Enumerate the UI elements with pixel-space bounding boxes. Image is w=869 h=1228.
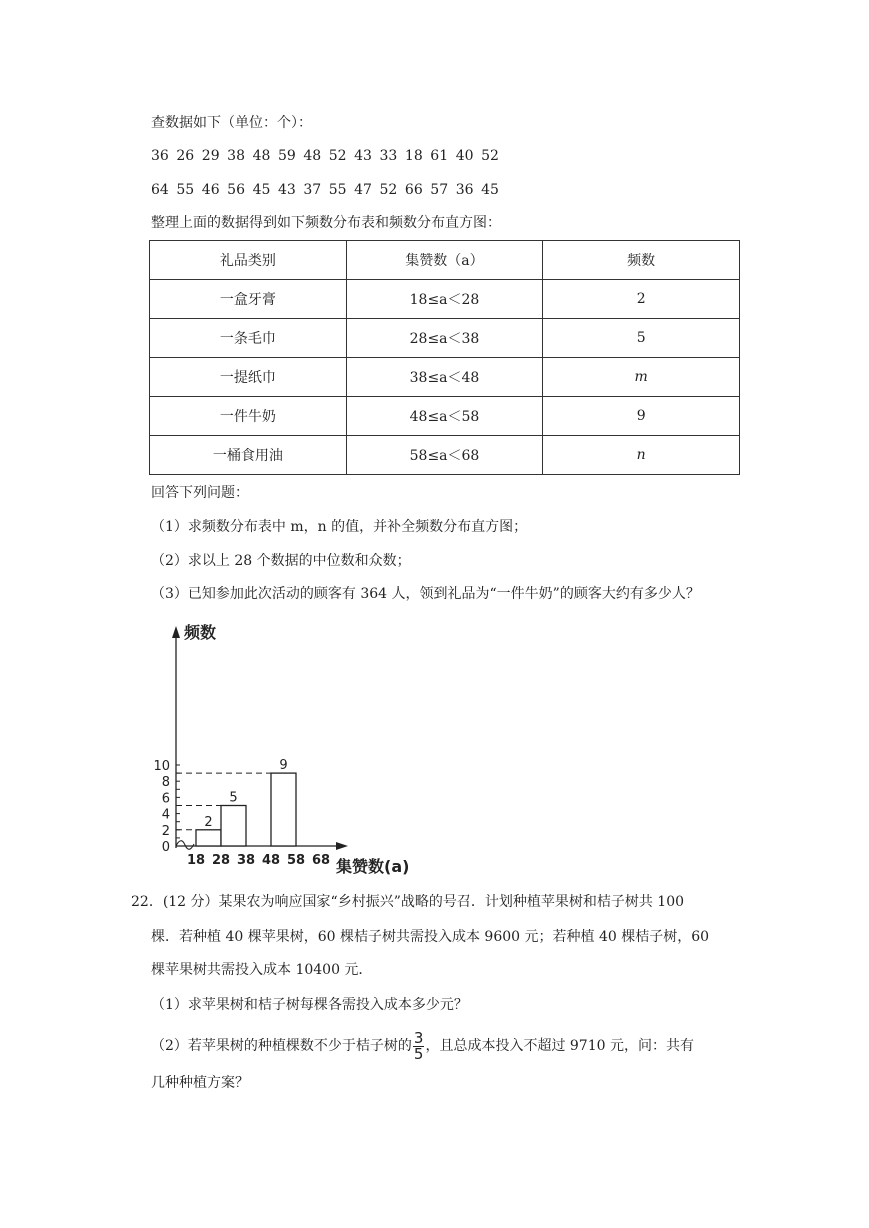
data-value: 52 xyxy=(379,182,398,198)
data-value: 40 xyxy=(455,148,474,164)
header-range: 集赞数（a） xyxy=(346,241,543,280)
problem-22-question-2 xyxy=(151,1028,694,1064)
data-intro: 查数据如下（单位：个）： xyxy=(151,115,312,131)
cell-range: 48≤a＜58 xyxy=(346,397,543,436)
y-tick-label: 10 xyxy=(153,759,170,774)
header-freq: 频数 xyxy=(543,241,740,280)
problem-22-question-1: （1）求苹果树和桔子树每棵各需投入成本多少元？ xyxy=(151,997,468,1013)
data-value: 36 xyxy=(455,182,474,198)
table-row xyxy=(150,358,740,397)
problem-22-question-2-line-2: 几种种植方案？ xyxy=(151,1075,249,1091)
cell-category: 一提纸巾 xyxy=(150,358,347,397)
data-value: 45 xyxy=(481,182,499,198)
q2-text-after: ，且总成本投入不超过 9710 元，问：共有 xyxy=(425,1038,694,1054)
x-axis-arrow xyxy=(336,842,348,850)
histogram-bar xyxy=(196,830,221,846)
bar-value-label: 2 xyxy=(204,814,213,830)
data-value: 56 xyxy=(227,182,245,198)
data-value: 29 xyxy=(201,148,220,164)
fraction-numerator: 3 xyxy=(413,1028,424,1047)
cell-freq: 9 xyxy=(543,397,740,436)
data-value: 18 xyxy=(404,148,423,164)
x-tick-label: 48 xyxy=(261,853,281,868)
cell-freq: 5 xyxy=(543,319,740,358)
cell-freq: m xyxy=(543,358,740,397)
frequency-histogram xyxy=(140,618,430,880)
cell-category: 一桶食用油 xyxy=(150,436,347,475)
data-value: 33 xyxy=(379,148,398,164)
cell-category: 一盒牙膏 xyxy=(150,280,347,319)
data-row-1 xyxy=(151,147,506,165)
q2-text-before: （2）若苹果树的种植棵数不少于桔子树的 xyxy=(151,1038,412,1054)
y-tick-label: 6 xyxy=(161,791,170,807)
histogram-bar xyxy=(271,773,296,846)
x-axis-label: 集赞数(a) xyxy=(336,857,410,876)
cell-freq: 2 xyxy=(543,280,740,319)
data-value: 48 xyxy=(252,148,271,164)
cell-category: 一件牛奶 xyxy=(150,397,347,436)
data-value: 48 xyxy=(303,148,322,164)
data-value: 61 xyxy=(430,148,449,164)
table-row xyxy=(150,319,740,358)
histogram-bar xyxy=(221,806,246,847)
y-axis-arrow xyxy=(172,626,180,638)
cell-range: 28≤a＜38 xyxy=(346,319,543,358)
y-tick-label: 8 xyxy=(161,775,170,791)
header-category: 礼品类别 xyxy=(150,241,347,280)
data-value: 66 xyxy=(404,182,423,198)
data-value: 26 xyxy=(176,148,195,164)
question-2: （2）求以上 28 个数据的中位数和众数； xyxy=(151,553,411,569)
data-value: 52 xyxy=(328,148,347,164)
bar-value-label: 9 xyxy=(279,758,288,774)
cell-range: 58≤a＜68 xyxy=(346,436,543,475)
data-value: 55 xyxy=(328,182,347,198)
data-value: 43 xyxy=(277,182,296,198)
data-row-2 xyxy=(151,181,506,199)
table-header-row xyxy=(150,241,740,280)
data-value: 38 xyxy=(227,148,245,164)
problem-22-line-3: 棵苹果树共需投入成本 10400 元． xyxy=(151,962,373,978)
table-row xyxy=(150,280,740,319)
table-row xyxy=(150,436,740,475)
data-value: 36 xyxy=(151,148,169,164)
data-value: 52 xyxy=(481,148,499,164)
x-tick-label: 28 xyxy=(211,853,231,868)
question-3: （3）已知参加此次活动的顾客有 364 人，领到礼品为“一件牛奶”的顾客大约有多少人？ xyxy=(151,586,700,602)
data-value: 55 xyxy=(176,182,195,198)
questions-intro: 回答下列问题： xyxy=(151,485,249,501)
axis-break xyxy=(176,841,194,850)
problem-22-line-1: 22．(12 分）某果农为响应国家“乡村振兴”战略的号召．计划种植苹果树和桔子树共 100 xyxy=(131,894,685,910)
problem-22-line-2: 棵．若种植 40 棵苹果树，60 棵桔子树共需投入成本 9600 元；若种植 40 棵桔子树，60 xyxy=(151,929,710,945)
cell-range: 18≤a＜28 xyxy=(346,280,543,319)
table-intro: 整理上面的数据得到如下频数分布表和频数分布直方图： xyxy=(151,215,501,231)
y-tick-label: 2 xyxy=(161,823,170,839)
data-value: 37 xyxy=(303,182,322,198)
cell-category: 一条毛巾 xyxy=(150,319,347,358)
question-1: （1）求频数分布表中 m，n 的值，并补全频数分布直方图； xyxy=(151,519,528,535)
frequency-table xyxy=(149,240,740,475)
data-value: 43 xyxy=(354,148,372,164)
x-tick-label: 38 xyxy=(236,853,256,868)
y-tick-label: 0 xyxy=(161,840,170,855)
fraction xyxy=(413,1028,425,1063)
data-value: 64 xyxy=(151,182,169,198)
data-value: 57 xyxy=(430,182,449,198)
bar-value-label: 5 xyxy=(229,790,238,806)
x-tick-label: 18 xyxy=(186,853,206,868)
table-row xyxy=(150,397,740,436)
y-tick-label: 4 xyxy=(161,807,170,823)
cell-freq: n xyxy=(543,436,740,475)
x-tick-label: 58 xyxy=(286,853,306,868)
data-value: 45 xyxy=(252,182,271,198)
data-value: 47 xyxy=(354,182,372,198)
y-axis-label: 频数 xyxy=(184,623,217,642)
data-value: 46 xyxy=(201,182,220,198)
cell-range: 38≤a＜48 xyxy=(346,358,543,397)
x-tick-label: 68 xyxy=(311,853,331,868)
fraction-denominator: 5 xyxy=(413,1044,424,1063)
data-value: 59 xyxy=(277,148,296,164)
